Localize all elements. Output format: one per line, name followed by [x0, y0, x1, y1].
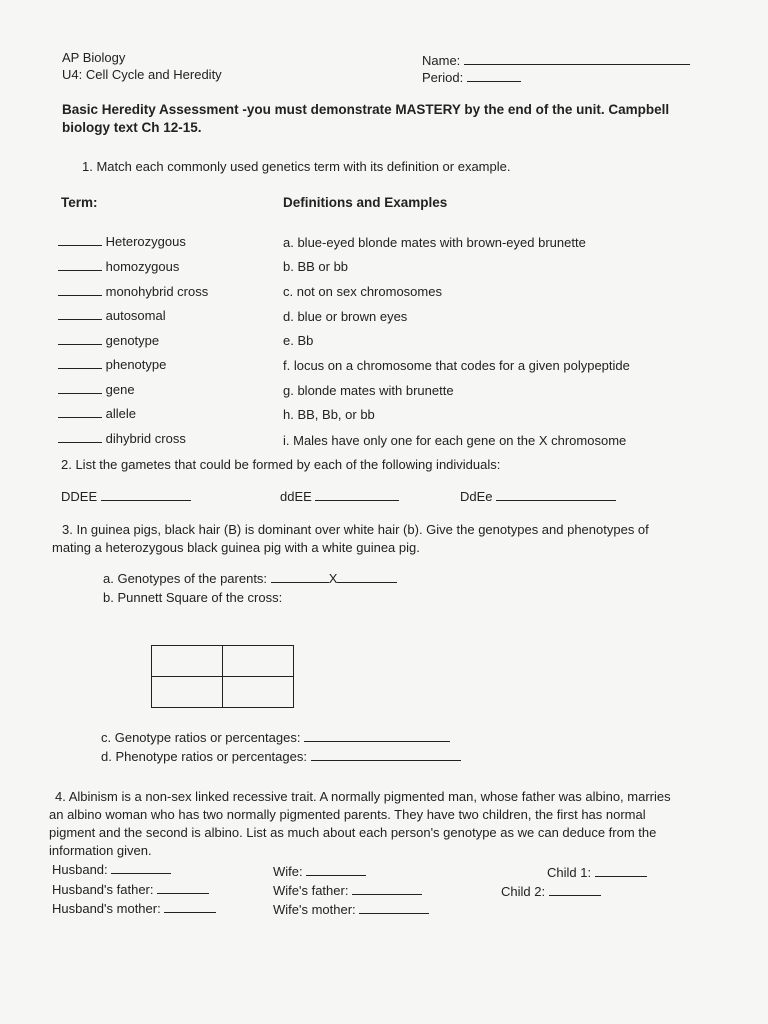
q2-prompt: 2. List the gametes that could be formed by each of the following individuals:	[61, 457, 501, 472]
wife-father-blank[interactable]	[352, 882, 422, 895]
definition-item: h. BB, Bb, or bb	[283, 407, 375, 422]
wife-item	[273, 863, 366, 880]
match-blank[interactable]	[58, 307, 102, 320]
punnett-cell[interactable]	[223, 646, 294, 677]
gamete-blank[interactable]	[315, 488, 399, 501]
punnett-cell[interactable]	[152, 677, 223, 708]
husband-label: Husband:	[52, 862, 108, 877]
term-label: phenotype	[105, 357, 167, 372]
punnett-cell[interactable]	[223, 677, 294, 708]
period-blank[interactable]	[467, 69, 521, 82]
term-label: monohybrid cross	[105, 284, 209, 299]
definition-item: d. blue or brown eyes	[283, 309, 408, 324]
gamete-item	[460, 488, 616, 505]
term-row	[58, 381, 135, 398]
child2-blank[interactable]	[549, 883, 601, 896]
q3d-item	[101, 748, 461, 765]
q1-prompt: 1. Match each commonly used genetics term with its definition or example.	[82, 159, 511, 174]
q3c-item	[101, 729, 450, 746]
parent2-genotype-blank[interactable]	[337, 570, 397, 583]
q3a-item	[103, 570, 397, 587]
q4-line-1: 4. Albinism is a non-sex linked recessive trait. A normally pigmented man, whose father was albino, marries	[55, 789, 671, 804]
match-blank[interactable]	[58, 332, 102, 345]
individual-genotype: DDEE	[61, 489, 98, 504]
definition-item: a. blue-eyed blonde mates with brown-eyed brunette	[283, 235, 586, 250]
term-label: allele	[105, 406, 136, 421]
punnett-cell[interactable]	[152, 646, 223, 677]
match-blank[interactable]	[58, 233, 102, 246]
q3a-label: a. Genotypes of the parents:	[103, 571, 268, 586]
phenotype-ratio-blank[interactable]	[311, 748, 461, 761]
term-row	[58, 283, 208, 300]
husband-father-item	[52, 881, 209, 898]
q3-line-2: mating a heterozygous black guinea pig with a white guinea pig.	[52, 540, 420, 555]
q4-line-2: an albino woman who has two normally pigmented parents. They have two children, the first has normal	[49, 807, 646, 822]
match-blank[interactable]	[58, 430, 102, 443]
wife-father-item	[273, 882, 422, 899]
husband-father-blank[interactable]	[157, 881, 209, 894]
term-row	[58, 405, 136, 422]
title-line-2: biology text Ch 12-15.	[62, 120, 202, 135]
definition-item: f. locus on a chromosome that codes for a given polypeptide	[283, 358, 630, 373]
punnett-square	[151, 645, 294, 708]
gamete-blank[interactable]	[101, 488, 191, 501]
child1-blank[interactable]	[595, 864, 647, 877]
match-blank[interactable]	[58, 405, 102, 418]
term-row	[58, 430, 186, 447]
child2-item	[501, 883, 601, 900]
title-line-1: Basic Heredity Assessment -you must demonstrate MASTERY by the end of the unit. Campbell	[62, 102, 670, 117]
wife-father-label: Wife's father:	[273, 883, 349, 898]
gamete-item	[61, 488, 191, 505]
term-label: autosomal	[105, 308, 166, 323]
match-blank[interactable]	[58, 283, 102, 296]
husband-mother-item	[52, 900, 216, 917]
individual-genotype: DdEe	[460, 489, 493, 504]
q4-line-3: pigment and the second is albino. List as much about each person's genotype as we can deduce from the	[49, 825, 657, 840]
q4-prompt	[49, 788, 671, 860]
child1-label: Child 1:	[547, 865, 592, 880]
name-blank[interactable]	[464, 52, 690, 65]
term-column-header: Term:	[61, 195, 98, 210]
term-row	[58, 307, 166, 324]
student-info	[422, 52, 690, 86]
genotype-ratio-blank[interactable]	[304, 729, 450, 742]
husband-mother-blank[interactable]	[164, 900, 216, 913]
term-label: homozygous	[105, 259, 180, 274]
term-label: genotype	[105, 333, 160, 348]
term-row	[58, 258, 179, 275]
individual-genotype: ddEE	[280, 489, 312, 504]
term-label: Heterozygous	[105, 234, 186, 249]
q3b-label: b. Punnett Square of the cross:	[103, 590, 283, 605]
husband-father-label: Husband's father:	[52, 882, 154, 897]
definition-item: i. Males have only one for each gene on the X chromosome	[283, 433, 627, 448]
definition-item: e. Bb	[283, 333, 314, 348]
definition-item: g. blonde mates with brunette	[283, 383, 454, 398]
wife-label: Wife:	[273, 864, 303, 879]
wife-mother-blank[interactable]	[359, 901, 429, 914]
term-label: gene	[105, 382, 135, 397]
match-blank[interactable]	[58, 356, 102, 369]
gamete-blank[interactable]	[496, 488, 616, 501]
q3-prompt	[52, 521, 649, 557]
q4-line-4: information given.	[49, 843, 152, 858]
wife-mother-label: Wife's mother:	[273, 902, 356, 917]
unit-name: U4: Cell Cycle and Heredity	[62, 67, 222, 82]
assessment-title	[62, 101, 669, 137]
term-row	[58, 233, 186, 250]
q3c-label: c. Genotype ratios or percentages:	[101, 730, 301, 745]
child2-label: Child 2:	[501, 884, 546, 899]
definitions-column-header: Definitions and Examples	[283, 195, 448, 210]
term-row	[58, 332, 159, 349]
match-blank[interactable]	[58, 381, 102, 394]
match-blank[interactable]	[58, 258, 102, 271]
term-row	[58, 356, 166, 373]
gamete-item	[280, 488, 399, 505]
husband-blank[interactable]	[111, 861, 171, 874]
q3-line-1: 3. In guinea pigs, black hair (B) is dominant over white hair (b). Give the genotypes and phenotypes of	[62, 522, 649, 537]
term-label: dihybrid cross	[105, 431, 186, 446]
definition-item: b. BB or bb	[283, 259, 349, 274]
parent1-genotype-blank[interactable]	[271, 570, 329, 583]
definition-item: c. not on sex chromosomes	[283, 284, 442, 299]
child1-item	[547, 864, 647, 881]
wife-mother-item	[273, 901, 429, 918]
q3d-label: d. Phenotype ratios or percentages:	[101, 749, 307, 764]
course-header	[62, 50, 222, 84]
course-name: AP Biology	[62, 50, 126, 65]
husband-item	[52, 861, 171, 878]
wife-blank[interactable]	[306, 863, 366, 876]
name-label: Name:	[422, 53, 461, 68]
period-label: Period:	[422, 70, 464, 85]
cross-x: X	[328, 571, 338, 586]
husband-mother-label: Husband's mother:	[52, 901, 161, 916]
